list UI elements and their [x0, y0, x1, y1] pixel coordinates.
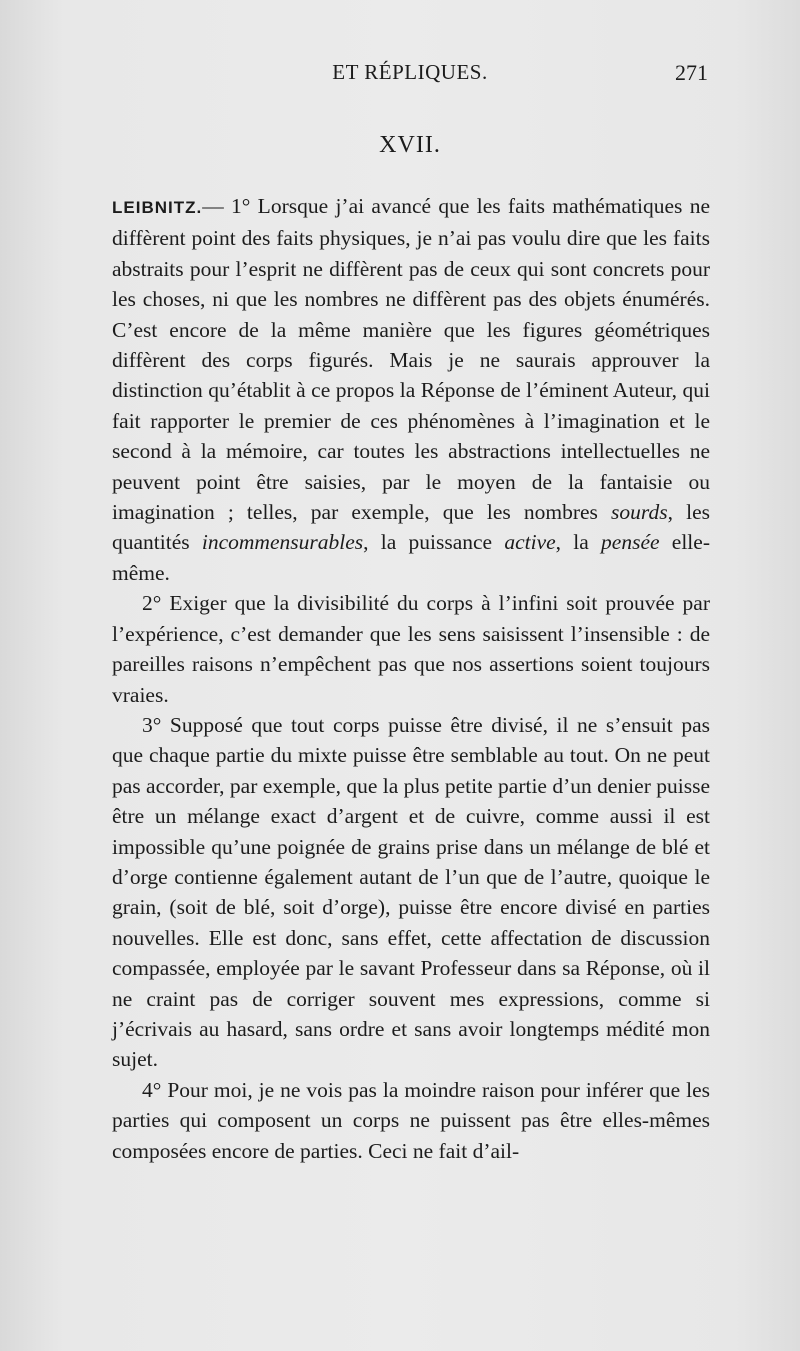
body-text — [112, 191, 710, 1166]
italic-term: active — [504, 530, 556, 555]
italic-term: incommensurables — [201, 530, 364, 555]
page-header — [110, 60, 710, 92]
italic-term: sourds — [611, 500, 668, 525]
paragraph-text: elle-même. — [112, 530, 710, 585]
paragraph-text: 1° Lorsque j’ai avancé que les faits mathématiques ne diffèrent point des faits physiques, je n’ai pas voulu dire que les faits abstraits pour l’esprit ne diffèrent pas de ceux qui sont concrets pour les choses, ni que les nombres ne diffèrent pas des objets énumérés. C’est encore de la même manière que les figures géométriques diffèrent des corps figurés. Mais je ne saurais approuver la distinction qu’établit à ce propos la Réponse de l’éminent Auteur, qui fait rapporter le premier de ces phénomènes à l’imagination et le second à la mémoire, car toutes les abstractions intellectuelles ne peuvent point être saisies, par le moyen de la fantaisie ou imagination ; telles, par exemple, que les nombres — [112, 194, 710, 525]
running-head: ET RÉPLIQUES. — [332, 60, 488, 84]
paragraph-text: , la puissance — [363, 530, 505, 555]
paragraph-text: , la — [555, 530, 602, 555]
speaker-name: LEIBNITZ. — [112, 198, 203, 217]
page-number: 271 — [675, 60, 708, 85]
section-number: XVII. — [379, 132, 441, 158]
paragraph-2: 2° Exiger que la divisibilité du corps à l’infini soit prouvée par l’expérience, c’est demander que les sens saisissent l’insensible : de pareilles raisons n’empêchent pas que nos assertions soient toujours vraies. — [112, 591, 710, 707]
paragraph-text: , les quantités — [112, 500, 710, 555]
paragraph-1 — [112, 191, 710, 588]
italic-term: pensée — [601, 530, 660, 555]
paragraph-4: 4° Pour moi, je ne vois pas la moindre raison pour inférer que les parties qui composent un corps ne puissent pas être elles-mêmes composées encore de parties. Ceci ne fait d’ail- — [112, 1077, 710, 1163]
paragraph-3: 3° Supposé que tout corps puisse être divisé, il ne s’ensuit pas que chaque partie du mixte puisse être semblable au tout. On ne peut pas accorder, par exemple, que la plus petite partie d’un denier puisse être un mélange exact d’argent et de cuivre, comme aussi il est impossible qu’une poignée de grains prise dans un mélange de blé et d’orge contienne également autant de l’un que de l’autre, quoique le grain, (soit de blé, soit d’orge), puisse être encore divisé en parties nouvelles. Elle est donc, sans effet, cette affectation de discussion compassée, employée par le savant Professeur dans sa Réponse, où il ne craint pas de corriger souvent mes expressions, comme si j’écrivais au hasard, sans ordre et sans avoir longtemps médité mon sujet. — [112, 712, 710, 1072]
speaker-dash: — — [202, 194, 232, 218]
